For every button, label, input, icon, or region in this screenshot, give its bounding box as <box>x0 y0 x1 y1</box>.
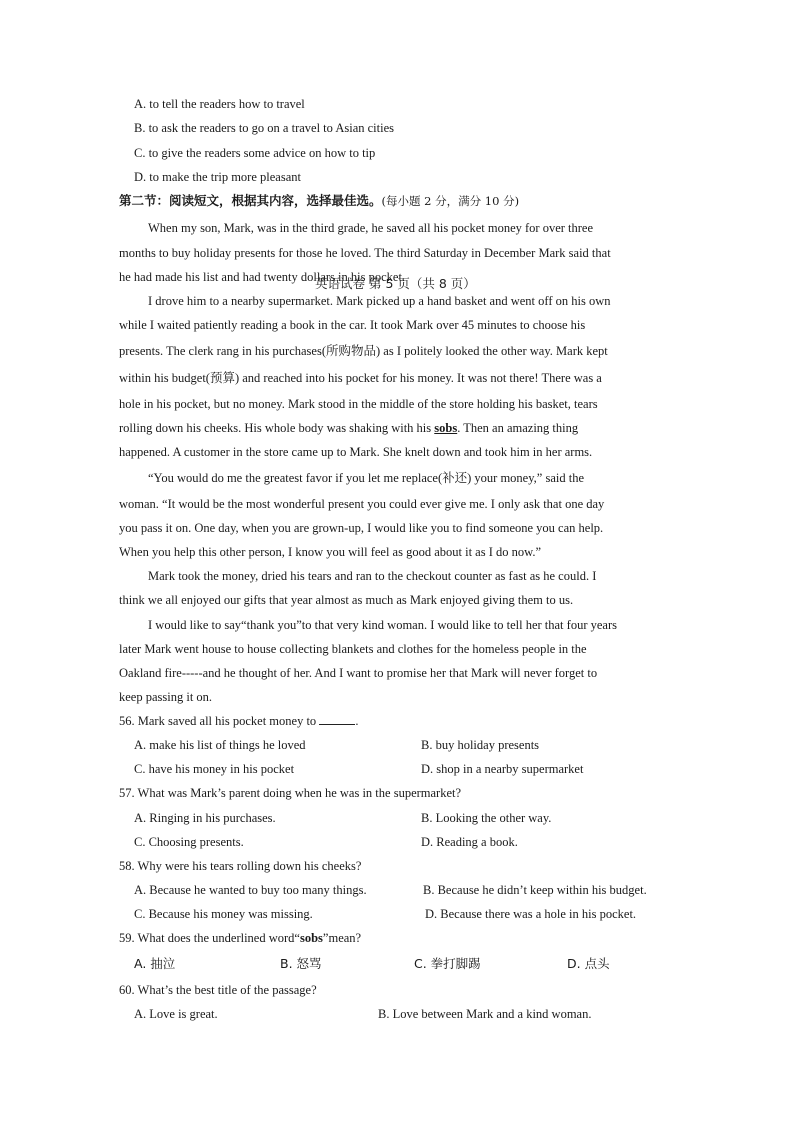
question-59-option-a: A. 抽泣 <box>134 956 176 971</box>
section-title: 第二节：阅读短文，根据其内容，选择最佳选。 <box>119 193 382 208</box>
passage-line: within his budget(预算) and reached into his pocket for his money. It was not there! There was a <box>119 371 602 385</box>
question-56-option-d: D. shop in a nearby supermarket <box>421 762 584 776</box>
passage-line: woman. “It would be the most wonderful present you could ever give me. I only ask that one day <box>119 497 605 511</box>
question-text: 56. Mark saved all his pocket money to <box>119 714 320 728</box>
passage-line: I would like to say“thank you”to that very kind woman. I would like to tell her that four years <box>148 618 617 632</box>
passage-line: When you help this other person, I know you will feel as good about it as I do now.” <box>119 545 542 559</box>
question-57-option-c: C. Choosing presents. <box>134 835 244 849</box>
answer-blank <box>319 713 355 725</box>
question-59-option-d: D. 点头 <box>567 956 610 971</box>
question-56-option-a: A. make his list of things he loved <box>134 738 306 752</box>
passage-text: rolling down his cheeks. His whole body was shaking with his <box>119 421 435 435</box>
section-note: (每小题 2 分，满分 10 分) <box>381 194 520 208</box>
question-58-option-c: C. Because his money was missing. <box>134 907 313 921</box>
passage-line: Oakland fire-----and he thought of her. And I want to promise her that Mark will never forget to <box>119 666 598 680</box>
underlined-word-sobs: sobs <box>434 421 458 435</box>
prev-option-c: C. to give the readers some advice on how to tip <box>134 146 376 160</box>
question-text: ”mean? <box>322 931 362 945</box>
question-56-option-b: B. buy holiday presents <box>421 738 540 752</box>
question-57-option-a: A. Ringing in his purchases. <box>134 811 276 825</box>
prev-option-a: A. to tell the readers how to travel <box>134 97 305 111</box>
passage-line: while I waited patiently reading a book in the car. It took Mark over 45 minutes to choose his <box>119 318 586 332</box>
question-60-option-b: B. Love between Mark and a kind woman. <box>378 1007 592 1021</box>
question-57-stem: 57. What was Mark’s parent doing when he was in the supermarket? <box>119 786 462 800</box>
passage-line: think we all enjoyed our gifts that year almost as much as Mark enjoyed giving them to us. <box>119 593 574 607</box>
passage-line <box>119 420 675 436</box>
passage-line: later Mark went house to house collecting blankets and clothes for the homeless people in the <box>119 642 587 656</box>
question-56-stem <box>119 713 675 729</box>
passage-line: I drove him to a nearby supermarket. Mark picked up a hand basket and went off on his own <box>148 294 611 308</box>
question-57-option-b: B. Looking the other way. <box>421 811 552 825</box>
passage-line: happened. A customer in the store came up to Mark. She knelt down and took him in her arms. <box>119 445 593 459</box>
question-60-stem: 60. What’s the best title of the passage? <box>119 983 317 997</box>
passage-line: presents. The clerk rang in his purchases(所购物品) as I politely looked the other way. Mark kept <box>119 344 608 358</box>
question-text: 59. What does the underlined word“ <box>119 931 300 945</box>
question-58-option-b: B. Because he didn’t keep within his budget. <box>423 883 647 897</box>
question-59-option-c: C. 拳打脚踢 <box>414 956 481 971</box>
question-59-stem <box>119 930 675 946</box>
question-58-stem: 58. Why were his tears rolling down his cheeks? <box>119 859 362 873</box>
question-60-option-a: A. Love is great. <box>134 1007 218 1021</box>
passage-line: When my son, Mark, was in the third grade, he saved all his pocket money for over three <box>148 221 594 235</box>
page-footer: 英语试卷 第 5 页（共 8 页） <box>315 276 476 291</box>
passage-line: hole in his pocket, but no money. Mark stood in the middle of the store holding his basket, tears <box>119 397 598 411</box>
passage-line: “You would do me the greatest favor if you let me replace(补还) your money,” said the <box>148 471 584 485</box>
passage-line: Mark took the money, dried his tears and ran to the checkout counter as fast as he could. I <box>148 569 597 583</box>
question-58-option-d: D. Because there was a hole in his pocket. <box>425 907 637 921</box>
question-bold-word: sobs <box>299 931 323 945</box>
passage-line: he had made his list and had twenty dollars in his pocket. <box>119 270 406 284</box>
question-58-option-a: A. Because he wanted to buy too many things. <box>134 883 367 897</box>
passage-text: . Then an amazing thing <box>457 421 579 435</box>
passage-line: you pass it on. One day, when you are grown-up, I would like you to find someone you can help. <box>119 521 604 535</box>
question-59-option-b: B. 怒骂 <box>280 956 322 971</box>
question-text: . <box>355 714 359 728</box>
passage-line: months to buy holiday presents for those he loved. The third Saturday in December Mark said that <box>119 246 611 260</box>
prev-option-b: B. to ask the readers to go on a travel to Asian cities <box>134 121 395 135</box>
prev-option-d: D. to make the trip more pleasant <box>134 170 301 184</box>
passage-line: keep passing it on. <box>119 690 213 704</box>
section-heading <box>119 193 519 209</box>
question-57-option-d: D. Reading a book. <box>421 835 518 849</box>
question-56-option-c: C. have his money in his pocket <box>134 762 295 776</box>
